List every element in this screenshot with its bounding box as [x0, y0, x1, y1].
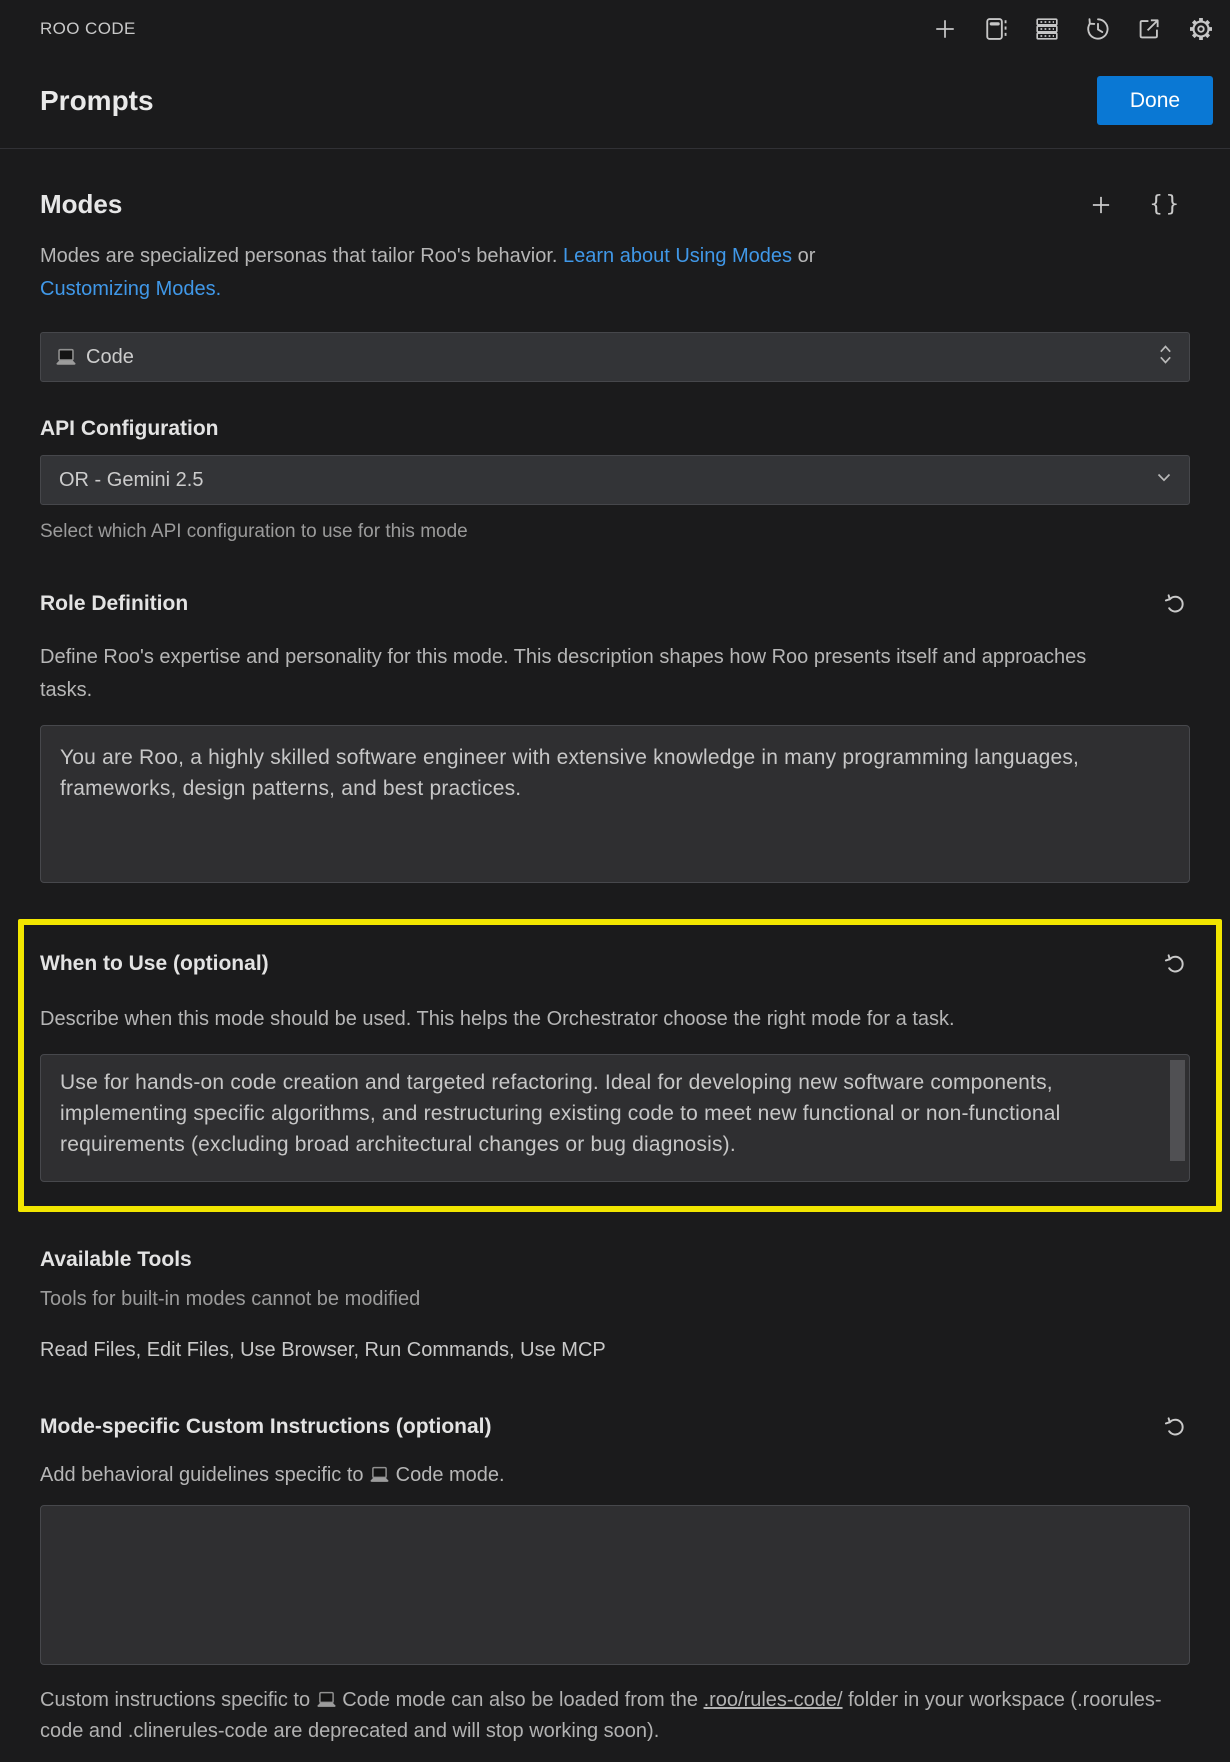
- settings-gear-icon: [1186, 14, 1216, 44]
- done-button[interactable]: Done: [1097, 76, 1213, 125]
- history-button[interactable]: [1082, 13, 1114, 45]
- undo-icon: [1162, 951, 1188, 977]
- plus-icon: [931, 15, 959, 43]
- modes-section-header: [40, 189, 1190, 220]
- laptop-icon: [369, 1466, 390, 1484]
- learn-about-using-modes-link[interactable]: Learn about Using Modes: [563, 245, 793, 267]
- customizing-modes-link[interactable]: Customizing Modes.: [40, 278, 222, 300]
- or-text: or: [792, 245, 816, 267]
- textarea-scrollbar-thumb[interactable]: [1170, 1060, 1185, 1161]
- page-header: [0, 46, 1230, 148]
- when-to-use-header: [40, 949, 1190, 979]
- role-definition-title: Role Definition: [40, 592, 189, 615]
- settings-button[interactable]: [1184, 12, 1218, 46]
- mode-select-value: Code: [86, 345, 134, 368]
- topbar-icons: [929, 12, 1218, 46]
- prompts-settings-content: [0, 149, 1230, 1762]
- when-to-use-description: Describe when this mode should be used. This helps the Orchestrator choose the right mode for a task.: [40, 1008, 955, 1030]
- extension-topbar: [0, 0, 1230, 46]
- available-tools-note: Tools for built-in modes cannot be modified: [40, 1288, 421, 1310]
- custom-instructions-description: [40, 1464, 1190, 1487]
- when-to-use-title: When to Use (optional): [40, 952, 269, 975]
- when-to-use-textarea-wrap: [40, 1054, 1190, 1182]
- undo-icon: [1162, 1414, 1188, 1440]
- history-icon: [1084, 15, 1112, 43]
- custom-instructions-header: [40, 1412, 1190, 1442]
- api-configuration-label: API Configuration: [40, 417, 219, 440]
- mode-select[interactable]: [40, 332, 1190, 382]
- page-title: Prompts: [40, 84, 154, 116]
- mcp-servers-button[interactable]: [1031, 13, 1063, 45]
- when-to-use-highlight-box: [18, 919, 1222, 1212]
- role-definition-header: [40, 589, 1190, 619]
- open-in-editor-icon: [1135, 15, 1163, 43]
- reset-custom-instructions-button[interactable]: [1160, 1412, 1190, 1442]
- api-configuration-value: OR - Gemini 2.5: [59, 468, 204, 491]
- json-braces-icon: {}: [1149, 192, 1182, 217]
- custom-instructions-textarea[interactable]: [40, 1505, 1190, 1665]
- available-tools-title: Available Tools: [40, 1248, 192, 1271]
- footer-text-3: folder in your workspace (.roorules-code and .clinerules-code are deprecated and will stop working soon).: [40, 1689, 1162, 1742]
- reset-role-definition-button[interactable]: [1160, 589, 1190, 619]
- prompts-notepad-icon: [982, 15, 1010, 43]
- reset-when-to-use-button[interactable]: [1160, 949, 1190, 979]
- role-definition-textarea[interactable]: [40, 725, 1190, 883]
- new-task-button[interactable]: [929, 13, 961, 45]
- rules-code-folder-link[interactable]: .roo/rules-code/: [703, 1689, 843, 1711]
- footer-text-1: Custom instructions specific to: [40, 1689, 316, 1711]
- when-to-use-textarea[interactable]: [40, 1054, 1190, 1182]
- plus-icon: [1088, 192, 1114, 218]
- mcp-servers-icon: [1033, 15, 1061, 43]
- laptop-icon: [55, 348, 77, 367]
- modes-description-line1: [40, 240, 1190, 273]
- custom-instructions-description-text: Add behavioral guidelines specific to: [40, 1464, 370, 1486]
- modes-actions: [1086, 190, 1185, 220]
- available-tools-list: Read Files, Edit Files, Use Browser, Run Commands, Use MCP: [40, 1339, 606, 1361]
- custom-instructions-title: Mode-specific Custom Instructions (optional): [40, 1415, 492, 1438]
- custom-instructions-footer: [40, 1685, 1190, 1762]
- app-title: ROO CODE: [40, 19, 136, 38]
- api-configuration-select[interactable]: [40, 455, 1190, 505]
- chevron-down-icon: [1155, 468, 1173, 492]
- modes-description: [40, 240, 1190, 306]
- modes-title: Modes: [40, 189, 123, 219]
- footer-text-2: Code mode can also be loaded from the: [336, 1689, 704, 1711]
- open-in-editor-button[interactable]: [1133, 13, 1165, 45]
- custom-instructions-description-mode: Code mode.: [390, 1464, 505, 1486]
- modes-description-line2: [40, 273, 1190, 306]
- laptop-icon: [316, 1691, 337, 1709]
- edit-modes-json-button[interactable]: [1148, 190, 1185, 219]
- prompts-button[interactable]: [980, 13, 1012, 45]
- select-chevrons-icon: [1158, 341, 1173, 374]
- modes-description-text: Modes are specialized personas that tailor Roo's behavior.: [40, 245, 563, 267]
- undo-icon: [1162, 591, 1188, 617]
- role-definition-description: Define Roo's expertise and personality for this mode. This description shapes how Roo presents itself and approaches tasks.: [40, 646, 1087, 701]
- add-mode-button[interactable]: [1086, 190, 1116, 220]
- api-configuration-helper: Select which API configuration to use for this mode: [40, 521, 468, 542]
